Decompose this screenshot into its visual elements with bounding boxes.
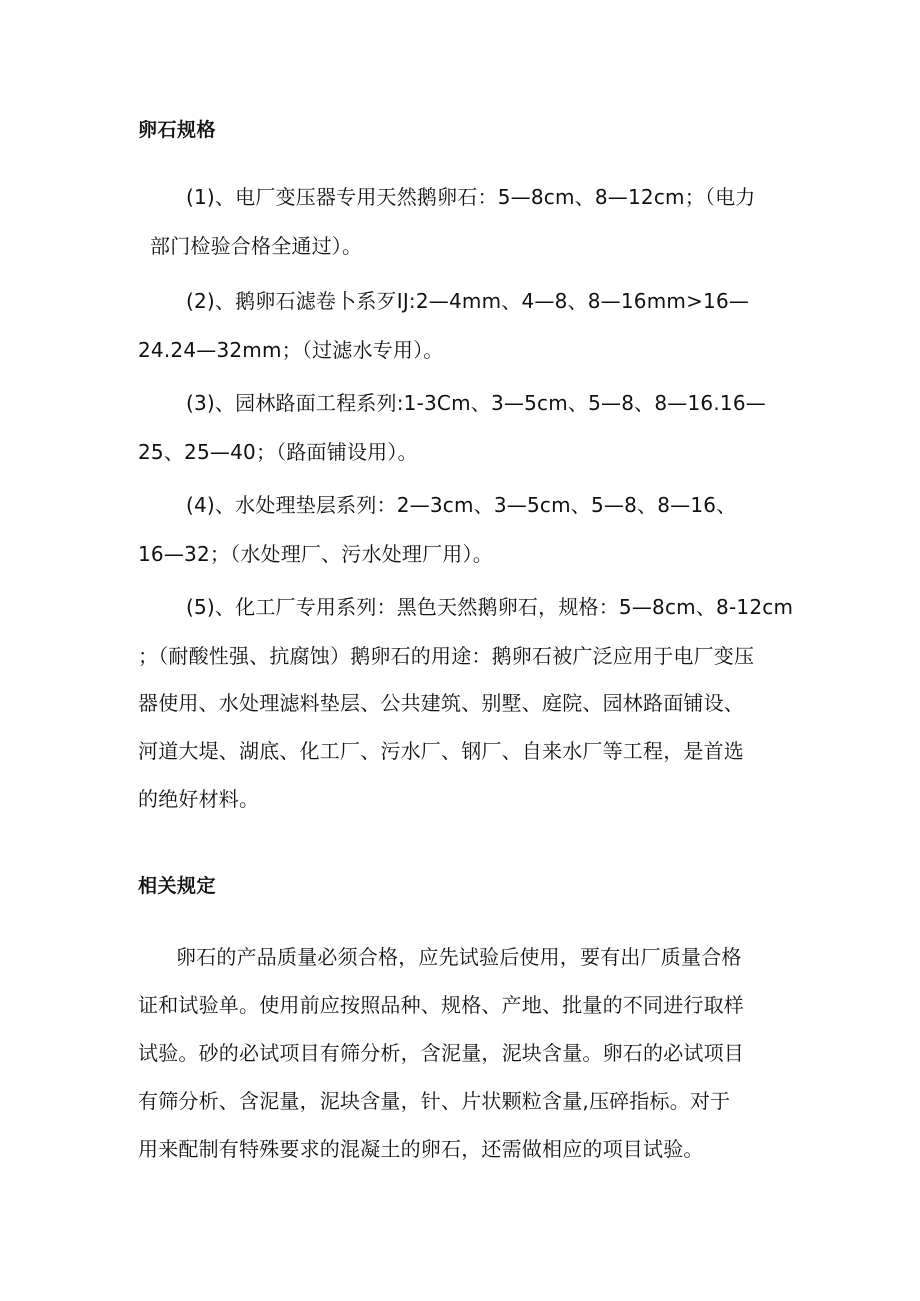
regulations-line-1: 卵石的产品质量必须合格，应先试验后使用，要有出厂质量合格 <box>176 945 742 969</box>
spec-item-4-line-2: 16—32；（水处理厂、污水处理厂用）。 <box>138 542 493 566</box>
spec-item-1-line-1: (1)、电厂变压器专用天然鹅卵石：5—8cm、8—12cm；（电力 <box>186 185 756 209</box>
spec-item-5-line-2: ；（耐酸性强、抗腐蚀）鹅卵石的用途：鹅卵石被广泛应用于电厂变压 <box>138 644 755 668</box>
regulations-line-3: 试验。砂的必试项目有筛分析，含泥量，泥块含量。卵石的必试项目 <box>138 1041 744 1065</box>
spec-item-2-line-1: (2)、鹅卵石滤卷卜系歹IJ:2—4mm、4—8、8—16mm>16— <box>186 289 750 313</box>
spec-item-4-line-1: (4)、水处理垫层系列：2—3cm、3—5cm、5—8、8—16、 <box>186 493 737 517</box>
spec-item-5-line-5: 的绝好材料。 <box>138 787 260 811</box>
section-heading-regulations: 相关规定 <box>138 875 217 897</box>
spec-item-1-line-2: 部门检验合格全通过）。 <box>150 234 363 258</box>
spec-item-5-line-3: 器使用、水处理滤料垫层、公共建筑、别墅、庭院、园林路面铺设、 <box>138 691 744 715</box>
regulations-line-2: 证和试验单。使用前应按照品种、规格、产地、批量的不同进行取样 <box>138 993 744 1017</box>
spec-item-2-line-2: 24.24—32mm；（过滤水专用）。 <box>138 338 444 362</box>
regulations-line-5: 用来配制有特殊要求的混凝土的卵石，还需做相应的项目试验。 <box>138 1137 704 1161</box>
spec-item-5-line-4: 河道大堤、湖底、化工厂、污水厂、钢厂、自来水厂等工程，是首选 <box>138 739 744 763</box>
section-heading-pebble-specs: 卵石规格 <box>138 119 217 141</box>
regulations-line-4: 有筛分析、含泥量，泥块含量，针、片状颗粒含量,压碎指标。对于 <box>138 1089 731 1113</box>
spec-item-3-line-1: (3)、园林路面工程系列:1-3Cm、3—5cm、5—8、8—16.16— <box>186 391 766 415</box>
spec-item-3-line-2: 25、25—40；（路面铺设用）。 <box>138 440 418 464</box>
spec-item-5-line-1: (5)、化工厂专用系列：黑色天然鹅卵石，规格：5—8cm、8-12cm <box>186 595 794 619</box>
